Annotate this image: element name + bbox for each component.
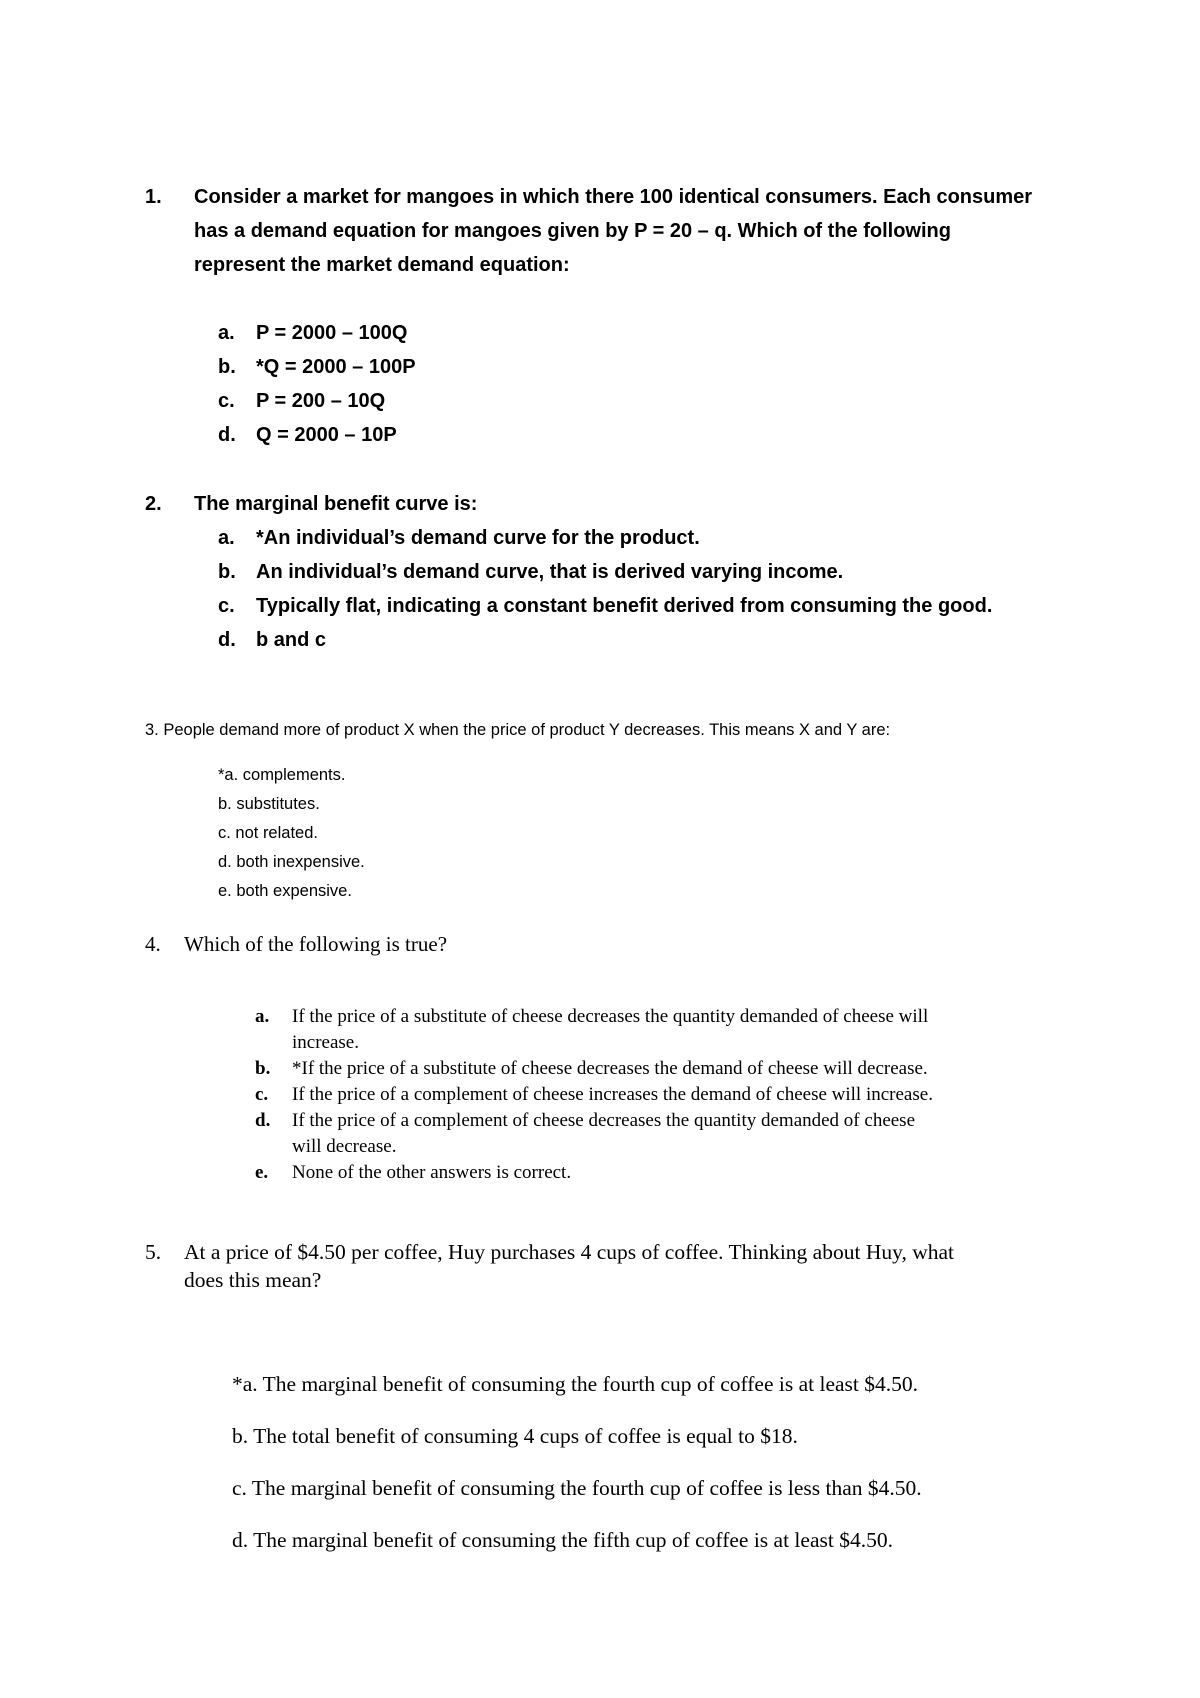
option-text: e. both expensive.: [218, 882, 352, 900]
option-text: None of the other answers is correct.: [292, 1162, 572, 1183]
option-letter: a.: [218, 527, 235, 549]
question-number: 1.: [145, 186, 162, 208]
option-letter: e.: [255, 1162, 269, 1183]
option-text: c. The marginal benefit of consuming the fourth cup of coffee is less than $4.50.: [232, 1476, 922, 1500]
option-text: P = 200 – 10Q: [256, 390, 386, 412]
option-text: b. The total benefit of consuming 4 cups of coffee is equal to $18.: [232, 1424, 798, 1448]
question-stem: The marginal benefit curve is:: [194, 493, 478, 515]
question-stem: Which of the following is true?: [184, 932, 448, 956]
option-text: increase.: [292, 1032, 359, 1053]
option-text: d. The marginal benefit of consuming the fifth cup of coffee is at least $4.50.: [232, 1528, 893, 1552]
option-text: d. both inexpensive.: [218, 853, 365, 871]
option-letter: d.: [218, 629, 236, 651]
option-letter: c.: [255, 1084, 269, 1105]
option-text: *An individual’s demand curve for the product.: [256, 527, 700, 549]
option-text: Typically flat, indicating a constant benefit derived from consuming the good.: [256, 595, 993, 617]
option-letter: b.: [255, 1058, 271, 1079]
question-number: 4.: [145, 932, 161, 956]
option-text: An individual’s demand curve, that is derived varying income.: [256, 561, 844, 583]
question-stem-line: does this mean?: [184, 1268, 322, 1292]
option-text: Q = 2000 – 10P: [256, 424, 397, 446]
option-letter: d.: [255, 1110, 271, 1131]
option-text: If the price of a substitute of cheese decreases the quantity demanded of cheese will: [292, 1006, 929, 1027]
option-text: c. not related.: [218, 824, 318, 842]
option-letter: d.: [218, 424, 236, 446]
option-letter: c.: [218, 390, 235, 412]
question-stem-line: At a price of $4.50 per coffee, Huy purchases 4 cups of coffee. Thinking about Huy, what: [184, 1240, 954, 1264]
option-letter: a.: [218, 322, 235, 344]
question-stem-line: has a demand equation for mangoes given by P = 20 – q. Which of the following: [194, 220, 951, 242]
option-letter: a.: [255, 1006, 270, 1027]
option-text: b. substitutes.: [218, 795, 320, 813]
option-text: If the price of a complement of cheese decreases the quantity demanded of cheese: [292, 1110, 916, 1131]
option-text: *a. The marginal benefit of consuming the fourth cup of coffee is at least $4.50.: [232, 1372, 919, 1396]
option-text: *Q = 2000 – 100P: [256, 356, 416, 378]
question-stem-line: represent the market demand equation:: [194, 254, 570, 276]
option-letter: b.: [218, 356, 236, 378]
option-text: If the price of a complement of cheese increases the demand of cheese will increase.: [292, 1084, 933, 1105]
option-letter: c.: [218, 595, 235, 617]
question-stem-line: Consider a market for mangoes in which there 100 identical consumers. Each consumer: [194, 186, 1033, 208]
option-text: P = 2000 – 100Q: [256, 322, 408, 344]
question-stem: 3. People demand more of product X when the price of product Y decreases. This means X and Y are:: [145, 721, 891, 739]
question-number: 2.: [145, 493, 162, 515]
option-text: will decrease.: [292, 1136, 397, 1157]
option-text: *a. complements.: [218, 766, 346, 784]
option-letter: b.: [218, 561, 236, 583]
option-text: b and c: [256, 629, 327, 651]
option-text: *If the price of a substitute of cheese decreases the demand of cheese will decrease.: [292, 1058, 928, 1079]
question-number: 5.: [145, 1240, 162, 1264]
